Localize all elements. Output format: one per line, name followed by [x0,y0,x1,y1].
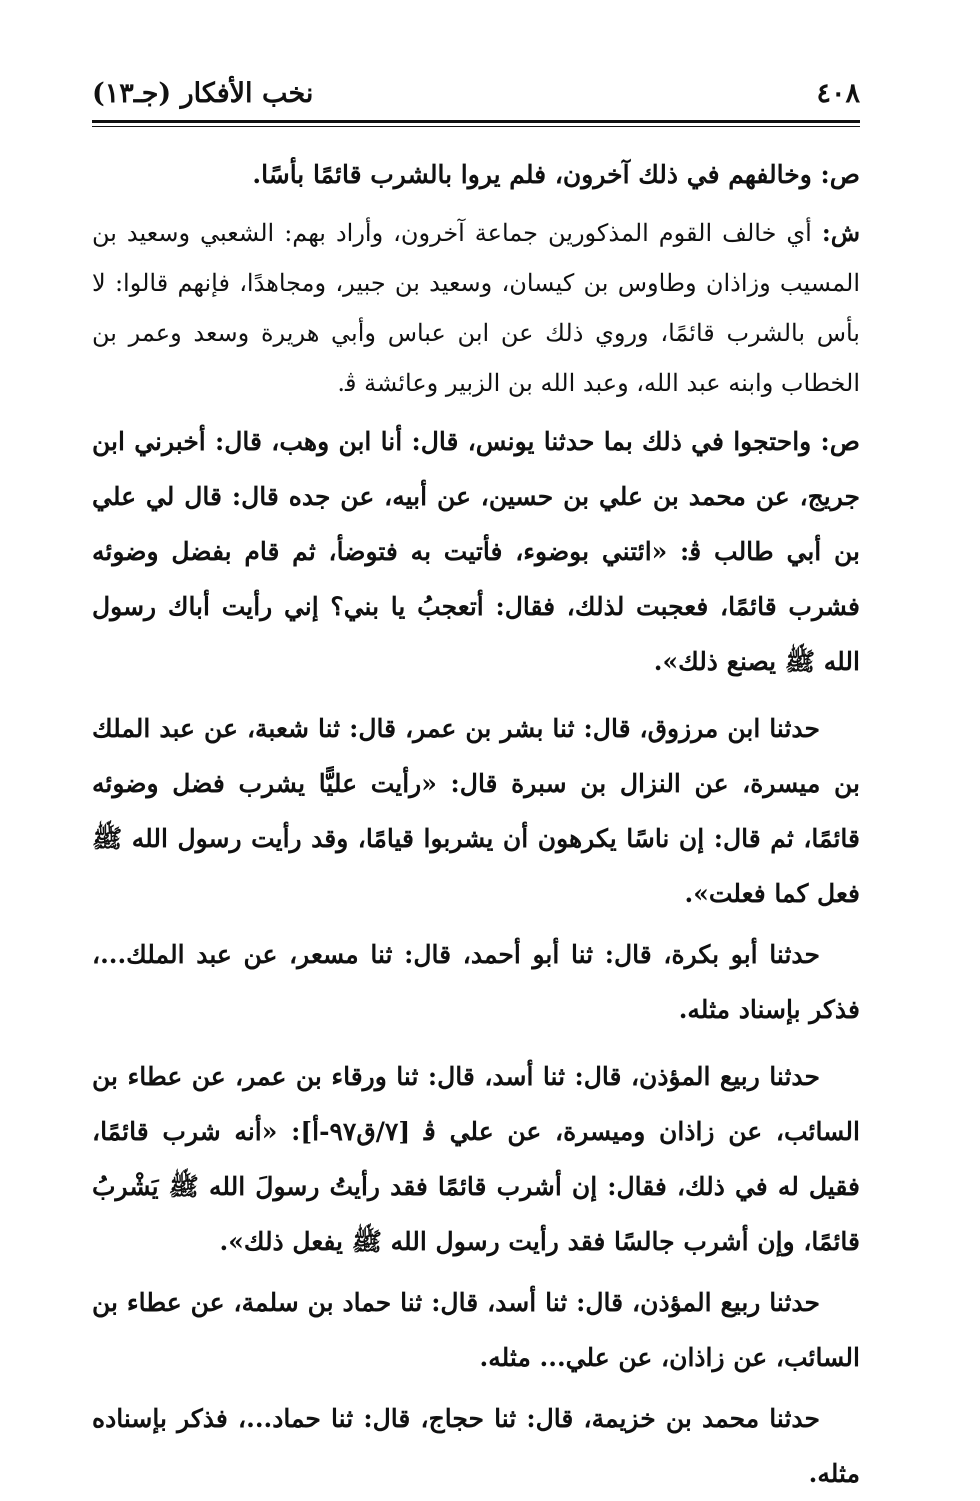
paragraph-sharh-1 [92,208,860,408]
paragraph-text: واحتجوا في ذلك بما حدثنا يونس، قال: أنا ابن وهب، قال: أخبرني ابن جريج، عن محمد بن علي بن حسين، عن أبيه، عن جده قال: قال لي علي بن أبي طالب ﭬ: «ائتني بوضوء، فأتيت به فتوضأ، ثم قام بفضل وضوئه فشرب قائمًا، فعجبت لذلك، فقال: أتعجبُ يا بني؟ إني رأيت أباك رسول الله ﷺ يصنع ذلك». [92,427,860,676]
paragraph-text: حدثنا ربيع المؤذن، قال: ثنا أسد، قال: ثنا حماد بن سلمة، عن عطاء بن السائب، عن زاذان، عن علي... مثله. [92,1288,860,1372]
page-number: ٤٠٨ [816,77,860,109]
book-title: نخب الأفكار (جـ١٣) [92,77,314,109]
sharh-marker: ش: [821,218,860,247]
paragraph-text: حدثنا محمد بن خزيمة، قال: ثنا حجاج، قال: ثنا حماد...، فذكر بإسناده مثله. [92,1404,860,1488]
paragraph-text: حدثنا أبو بكرة، قال: ثنا أبو أحمد، قال: ثنا مسعر، عن عبد الملك...، فذكر بإسناد مثله. [92,940,860,1024]
header-rule [92,120,860,127]
paragraph-text: حدثنا ربيع المؤذن، قال: ثنا أسد، قال: ثنا ورقاء بن عمر، عن عطاء بن السائب، عن زاذان وميسرة، عن علي ﭬ [٧/ق٩٧-أ]: «أنه شرب قائمًا، فقيل له في ذلك، فقال: إن أشرب قائمًا فقد رأيتُ رسولَ الله ﷺ يَشْربُ قائمًا، وإن أشرب جالسًا فقد رأيت رسول الله ﷺ يفعل ذلك». [92,1062,860,1256]
paragraph-text: أي خالف القوم المذكورين جماعة آخرون، وأراد بهم: الشعبي وسعيد بن المسيب وزاذان وطاوس بن كيسان، وسعيد بن جبير، ومجاهدًا، فإنهم قالوا: لا بأس بالشرب قائمًا، وروي ذلك عن ابن عباس وأبي هريرة وسعد وعمر بن الخطاب وابنه عبد الله، وعبد الله بن الزبير وعائشة ﭬ. [92,219,860,397]
paragraph-hadith-1 [92,701,860,921]
matn-marker: ص: [820,427,860,456]
paragraph-text: حدثنا ابن مرزوق، قال: ثنا بشر بن عمر، قال: ثنا شعبة، عن عبد الملك بن ميسرة، عن النزال بن سبرة قال: «رأيت عليًّا يشرب فضل وضوئه قائمًا، ثم قال: إن ناسًا يكرهون أن يشربوا قيامًا، وقد رأيت رسول الله ﷺ فعل كما فعلت». [92,714,860,908]
page [92,70,860,1501]
paragraph-hadith-2 [92,927,860,1037]
paragraph-hadith-5 [92,1391,860,1501]
matn-marker: ص: [820,160,860,189]
paragraph-matn-1 [92,147,860,202]
page-header [92,70,860,116]
paragraph-matn-2 [92,414,860,689]
paragraph-hadith-4 [92,1275,860,1385]
paragraph-hadith-3 [92,1049,860,1269]
paragraph-text: وخالفهم في ذلك آخرون، فلم يروا بالشرب قائمًا بأسًا. [252,160,812,189]
